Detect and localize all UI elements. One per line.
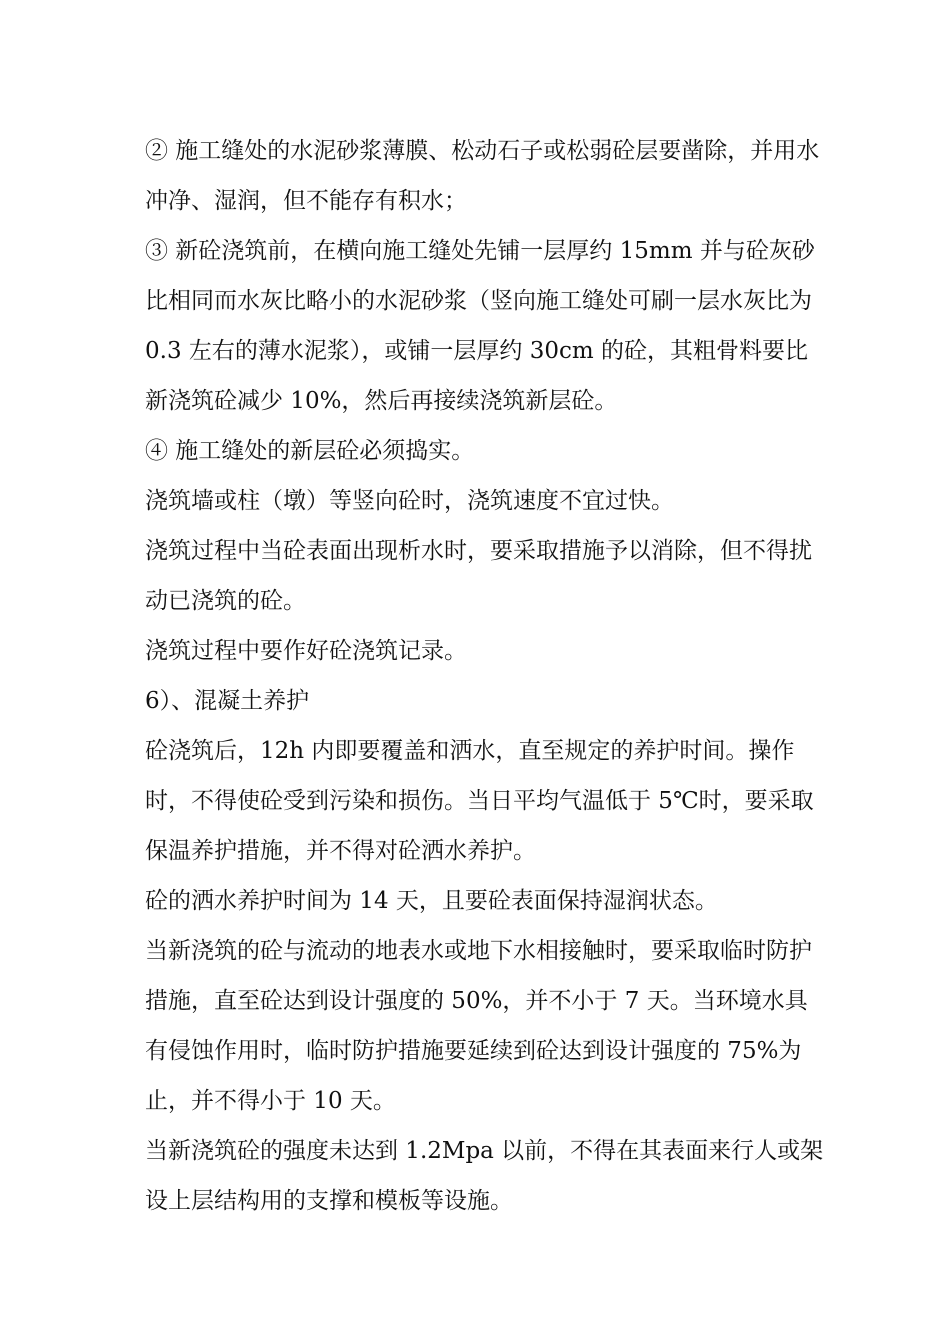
paragraph-pouring-record: 浇筑过程中要作好砼浇筑记录。 — [145, 638, 467, 664]
paragraph-curing-duration: 砼的洒水养护时间为 14 天，且要砼表面保持湿润状态。 — [145, 888, 718, 914]
paragraph-compaction: ④ 施工缝处的新层砼必须捣实。 — [145, 438, 475, 464]
paragraph-strength-requirement: 当新浇筑砼的强度未达到 1.2Mpa 以前，不得在其表面来行人或架设上层结构用的支撑和模板等设施。 — [145, 1138, 824, 1214]
section-heading-concrete-curing: 6）、混凝土养护 — [145, 688, 310, 714]
paragraph-vertical-pouring-speed: 浇筑墙或柱（墩）等竖向砼时，浇筑速度不宜过快。 — [145, 488, 674, 514]
document-body — [145, 126, 825, 1226]
paragraph-construction-joint-cleaning: ② 施工缝处的水泥砂浆薄膜、松动石子或松弱砼层要凿除，并用水冲净、湿润，但不能存有积水； — [145, 138, 820, 214]
paragraph-curing-after-pouring: 砼浇筑后，12h 内即要覆盖和洒水，直至规定的养护时间。操作时，不得使砼受到污染和损伤。当日平均气温低于 5℃时，要采取保温养护措施，并不得对砼洒水养护。 — [145, 738, 814, 864]
paragraph-bleeding-water: 浇筑过程中当砼表面出现析水时，要采取措施予以消除，但不得扰动已浇筑的砼。 — [145, 538, 812, 614]
paragraph-new-concrete-pouring: ③ 新砼浇筑前，在横向施工缝处先铺一层厚约 15mm 并与砼灰砂比相同而水灰比略小的水泥砂浆（竖向施工缝处可刷一层水灰比为 0.3 左右的薄水泥浆），或铺一层厚约 30cm 的砼，其粗骨料要比新浇筑砼减少 10%，然后再接续浇筑新层砼。 — [145, 238, 815, 414]
paragraph-water-contact-protection: 当新浇筑的砼与流动的地表水或地下水相接触时，要采取临时防护措施，直至砼达到设计强度的 50%，并不小于 7 天。当环境水具有侵蚀作用时，临时防护措施要延续到砼达到设计强度的 75%为止，并不得小于 10 天。 — [145, 938, 812, 1114]
